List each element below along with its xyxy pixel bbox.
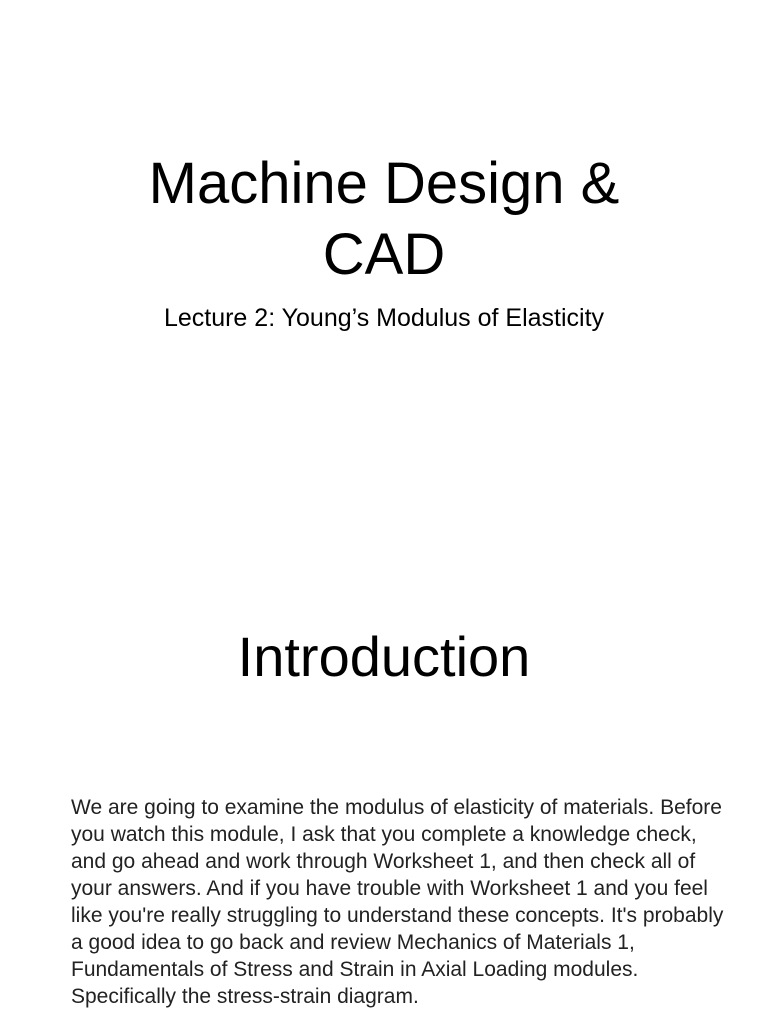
slide-subtitle: Lecture 2: Young’s Modulus of Elasticity bbox=[163, 304, 605, 332]
slide-title: Machine Design & CAD bbox=[148, 151, 620, 287]
section-title: Introduction bbox=[237, 625, 531, 688]
speaker-notes: We are going to examine the modulus of elasticity of materials. Before you watch this module, I ask that you complete a knowledge check, and go ahead and work through Worksheet 1, and then check all of your answers. And if you have trouble with Worksheet 1 and you feel like you're really struggling to understand these concepts. It's probably a good idea to go back and review Mechanics of Materials 1, Fundamentals of Stress and Strain in Axial Loading modules. Specifically the stress-strain diagram. bbox=[71, 796, 724, 1008]
